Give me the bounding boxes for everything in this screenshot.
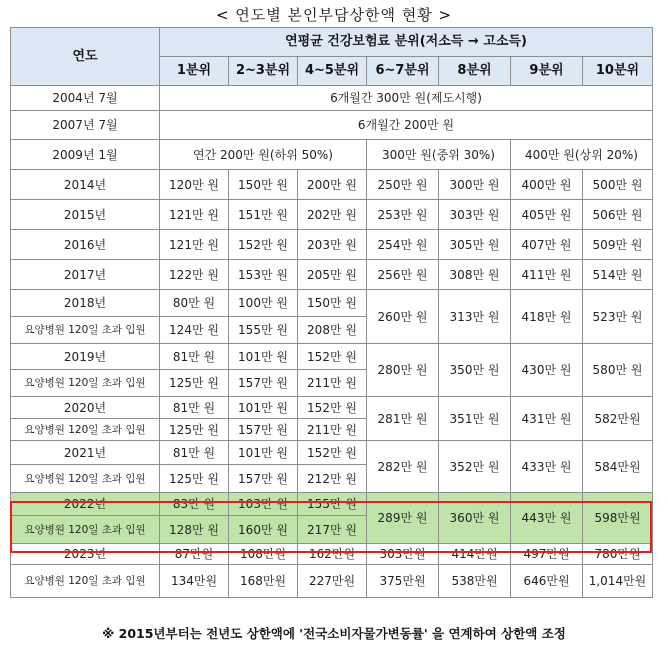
cap-cell: 101만 원 [229,344,298,370]
decile-header: 6~7분위 [367,57,439,86]
cap-cell: 598만원 [583,493,653,544]
cap-cell: 227만원 [298,565,367,598]
cap-cell: 162만원 [298,544,367,565]
table-row [11,111,653,140]
cap-cell: 506만 원 [583,200,653,230]
cap-cell: 108만원 [229,544,298,565]
table-row [11,441,653,465]
cap-cell: 125만 원 [160,419,229,441]
cap-cell: 303만원 [367,544,439,565]
cap-cell: 280만 원 [367,344,439,397]
cap-cell: 411만 원 [511,260,583,290]
decile-group-header: 연평균 건강보험료 분위(저소득 → 고소득) [160,28,653,57]
table-row [11,565,653,598]
cap-cell: 212만 원 [298,465,367,493]
nursing-hospital-label: 요양병원 120일 초과 입원 [11,565,160,598]
cap-cell: 83만 원 [160,493,229,516]
cap-cell: 250만 원 [367,170,439,200]
cap-cell: 6개월간 200만 원 [160,111,653,140]
table-row [11,230,653,260]
cap-cell: 254만 원 [367,230,439,260]
cap-cell: 152만 원 [298,344,367,370]
table-row [11,200,653,230]
table-row [11,140,653,170]
year-cell: 2004년 7월 [11,86,160,111]
cap-cell: 289만 원 [367,493,439,544]
cap-cell: 134만원 [160,565,229,598]
cap-cell: 80만 원 [160,290,229,317]
cap-cell: 308만 원 [439,260,511,290]
decile-header: 4~5분위 [298,57,367,86]
year-cell: 2018년 [11,290,160,317]
cap-cell: 360만 원 [439,493,511,544]
decile-header: 8분위 [439,57,511,86]
year-cell: 2014년 [11,170,160,200]
year-cell: 2009년 1월 [11,140,160,170]
cap-cell: 433만 원 [511,441,583,493]
cap-cell: 580만 원 [583,344,653,397]
cap-cell: 282만 원 [367,441,439,493]
cap-cell: 155만 원 [229,317,298,344]
cap-cell: 153만 원 [229,260,298,290]
decile-header: 9분위 [511,57,583,86]
cap-cell: 81만 원 [160,344,229,370]
cap-cell: 연간 200만 원(하위 50%) [160,140,367,170]
table-row [11,397,653,419]
table-row [11,544,653,565]
cap-cell: 157만 원 [229,370,298,397]
cap-cell: 582만원 [583,397,653,441]
table-row [11,344,653,370]
year-header: 연도 [11,28,160,86]
table-row-highlighted [11,493,653,516]
cap-cell: 152만 원 [298,397,367,419]
cap-cell: 217만 원 [298,516,367,544]
cap-cell: 81만 원 [160,397,229,419]
cap-cell: 350만 원 [439,344,511,397]
cap-cell: 352만 원 [439,441,511,493]
cap-cell: 313만 원 [439,290,511,344]
year-cell: 2017년 [11,260,160,290]
cap-cell: 375만원 [367,565,439,598]
cap-cell: 538만원 [439,565,511,598]
cap-cell: 418만 원 [511,290,583,344]
cap-cell: 202만 원 [298,200,367,230]
cap-cell: 101만 원 [229,397,298,419]
cap-cell: 414만원 [439,544,511,565]
cap-cell: 303만 원 [439,200,511,230]
cap-cell: 125만 원 [160,370,229,397]
cap-cell: 260만 원 [367,290,439,344]
cap-cell: 205만 원 [298,260,367,290]
cap-cell: 646만원 [511,565,583,598]
nursing-hospital-label: 요양병원 120일 초과 입원 [11,419,160,441]
table-row [11,170,653,200]
year-cell: 2015년 [11,200,160,230]
decile-header: 2~3분위 [229,57,298,86]
footnote: ※ 2015년부터는 전년도 상한액에 '전국소비자물가변동률' 을 연계하여 상한액 조정 [102,626,566,641]
cap-cell: 121만 원 [160,230,229,260]
cap-cell: 168만원 [229,565,298,598]
cap-cell: 101만 원 [229,441,298,465]
cap-cell: 128만 원 [160,516,229,544]
cap-cell: 1,014만원 [583,565,653,598]
table-title: < 연도별 본인부담상한액 현황 > [215,6,453,24]
cap-cell: 125만 원 [160,465,229,493]
cap-cell: 407만 원 [511,230,583,260]
cap-cell: 152만 원 [298,441,367,465]
nursing-hospital-label: 요양병원 120일 초과 입원 [11,465,160,493]
cap-cell: 256만 원 [367,260,439,290]
cap-cell: 120만 원 [160,170,229,200]
cap-cell: 584만원 [583,441,653,493]
nursing-hospital-label: 요양병원 120일 초과 입원 [11,516,160,544]
cap-cell: 211만 원 [298,419,367,441]
decile-header: 1분위 [160,57,229,86]
year-cell: 2007년 7월 [11,111,160,140]
cap-cell: 87만원 [160,544,229,565]
cap-cell: 103만 원 [229,493,298,516]
table-row [11,86,653,111]
cap-cell: 431만 원 [511,397,583,441]
cap-cell: 300만 원(중위 30%) [367,140,511,170]
cap-cell: 157만 원 [229,465,298,493]
cap-cell: 305만 원 [439,230,511,260]
cap-cell: 81만 원 [160,441,229,465]
cap-cell: 150만 원 [229,170,298,200]
table-row [11,260,653,290]
table-row [11,290,653,317]
nursing-hospital-label: 요양병원 120일 초과 입원 [11,370,160,397]
cap-cell: 152만 원 [229,230,298,260]
year-cell: 2016년 [11,230,160,260]
cap-cell: 281만 원 [367,397,439,441]
cap-cell: 100만 원 [229,290,298,317]
cap-cell: 155만 원 [298,493,367,516]
cap-cell: 200만 원 [298,170,367,200]
cap-cell: 514만 원 [583,260,653,290]
cap-cell: 300만 원 [439,170,511,200]
nursing-hospital-label: 요양병원 120일 초과 입원 [11,317,160,344]
cap-cell: 443만 원 [511,493,583,544]
year-cell: 2021년 [11,441,160,465]
cap-cell: 151만 원 [229,200,298,230]
cap-cell: 400만 원 [511,170,583,200]
cap-cell: 780만원 [583,544,653,565]
cap-cell: 122만 원 [160,260,229,290]
year-cell: 2020년 [11,397,160,419]
copayment-cap-table [10,27,653,598]
cap-cell: 211만 원 [298,370,367,397]
cap-cell: 160만 원 [229,516,298,544]
year-cell: 2023년 [11,544,160,565]
cap-cell: 405만 원 [511,200,583,230]
cap-cell: 150만 원 [298,290,367,317]
cap-cell: 6개월간 300만 원(제도시행) [160,86,653,111]
cap-cell: 121만 원 [160,200,229,230]
cap-cell: 497만원 [511,544,583,565]
cap-cell: 400만 원(상위 20%) [511,140,653,170]
cap-cell: 157만 원 [229,419,298,441]
cap-cell: 203만 원 [298,230,367,260]
cap-cell: 500만 원 [583,170,653,200]
cap-cell: 523만 원 [583,290,653,344]
year-cell: 2022년 [11,493,160,516]
cap-cell: 208만 원 [298,317,367,344]
year-cell: 2019년 [11,344,160,370]
cap-cell: 351만 원 [439,397,511,441]
cap-cell: 509만 원 [583,230,653,260]
cap-cell: 253만 원 [367,200,439,230]
cap-cell: 124만 원 [160,317,229,344]
cap-cell: 430만 원 [511,344,583,397]
decile-header: 10분위 [583,57,653,86]
